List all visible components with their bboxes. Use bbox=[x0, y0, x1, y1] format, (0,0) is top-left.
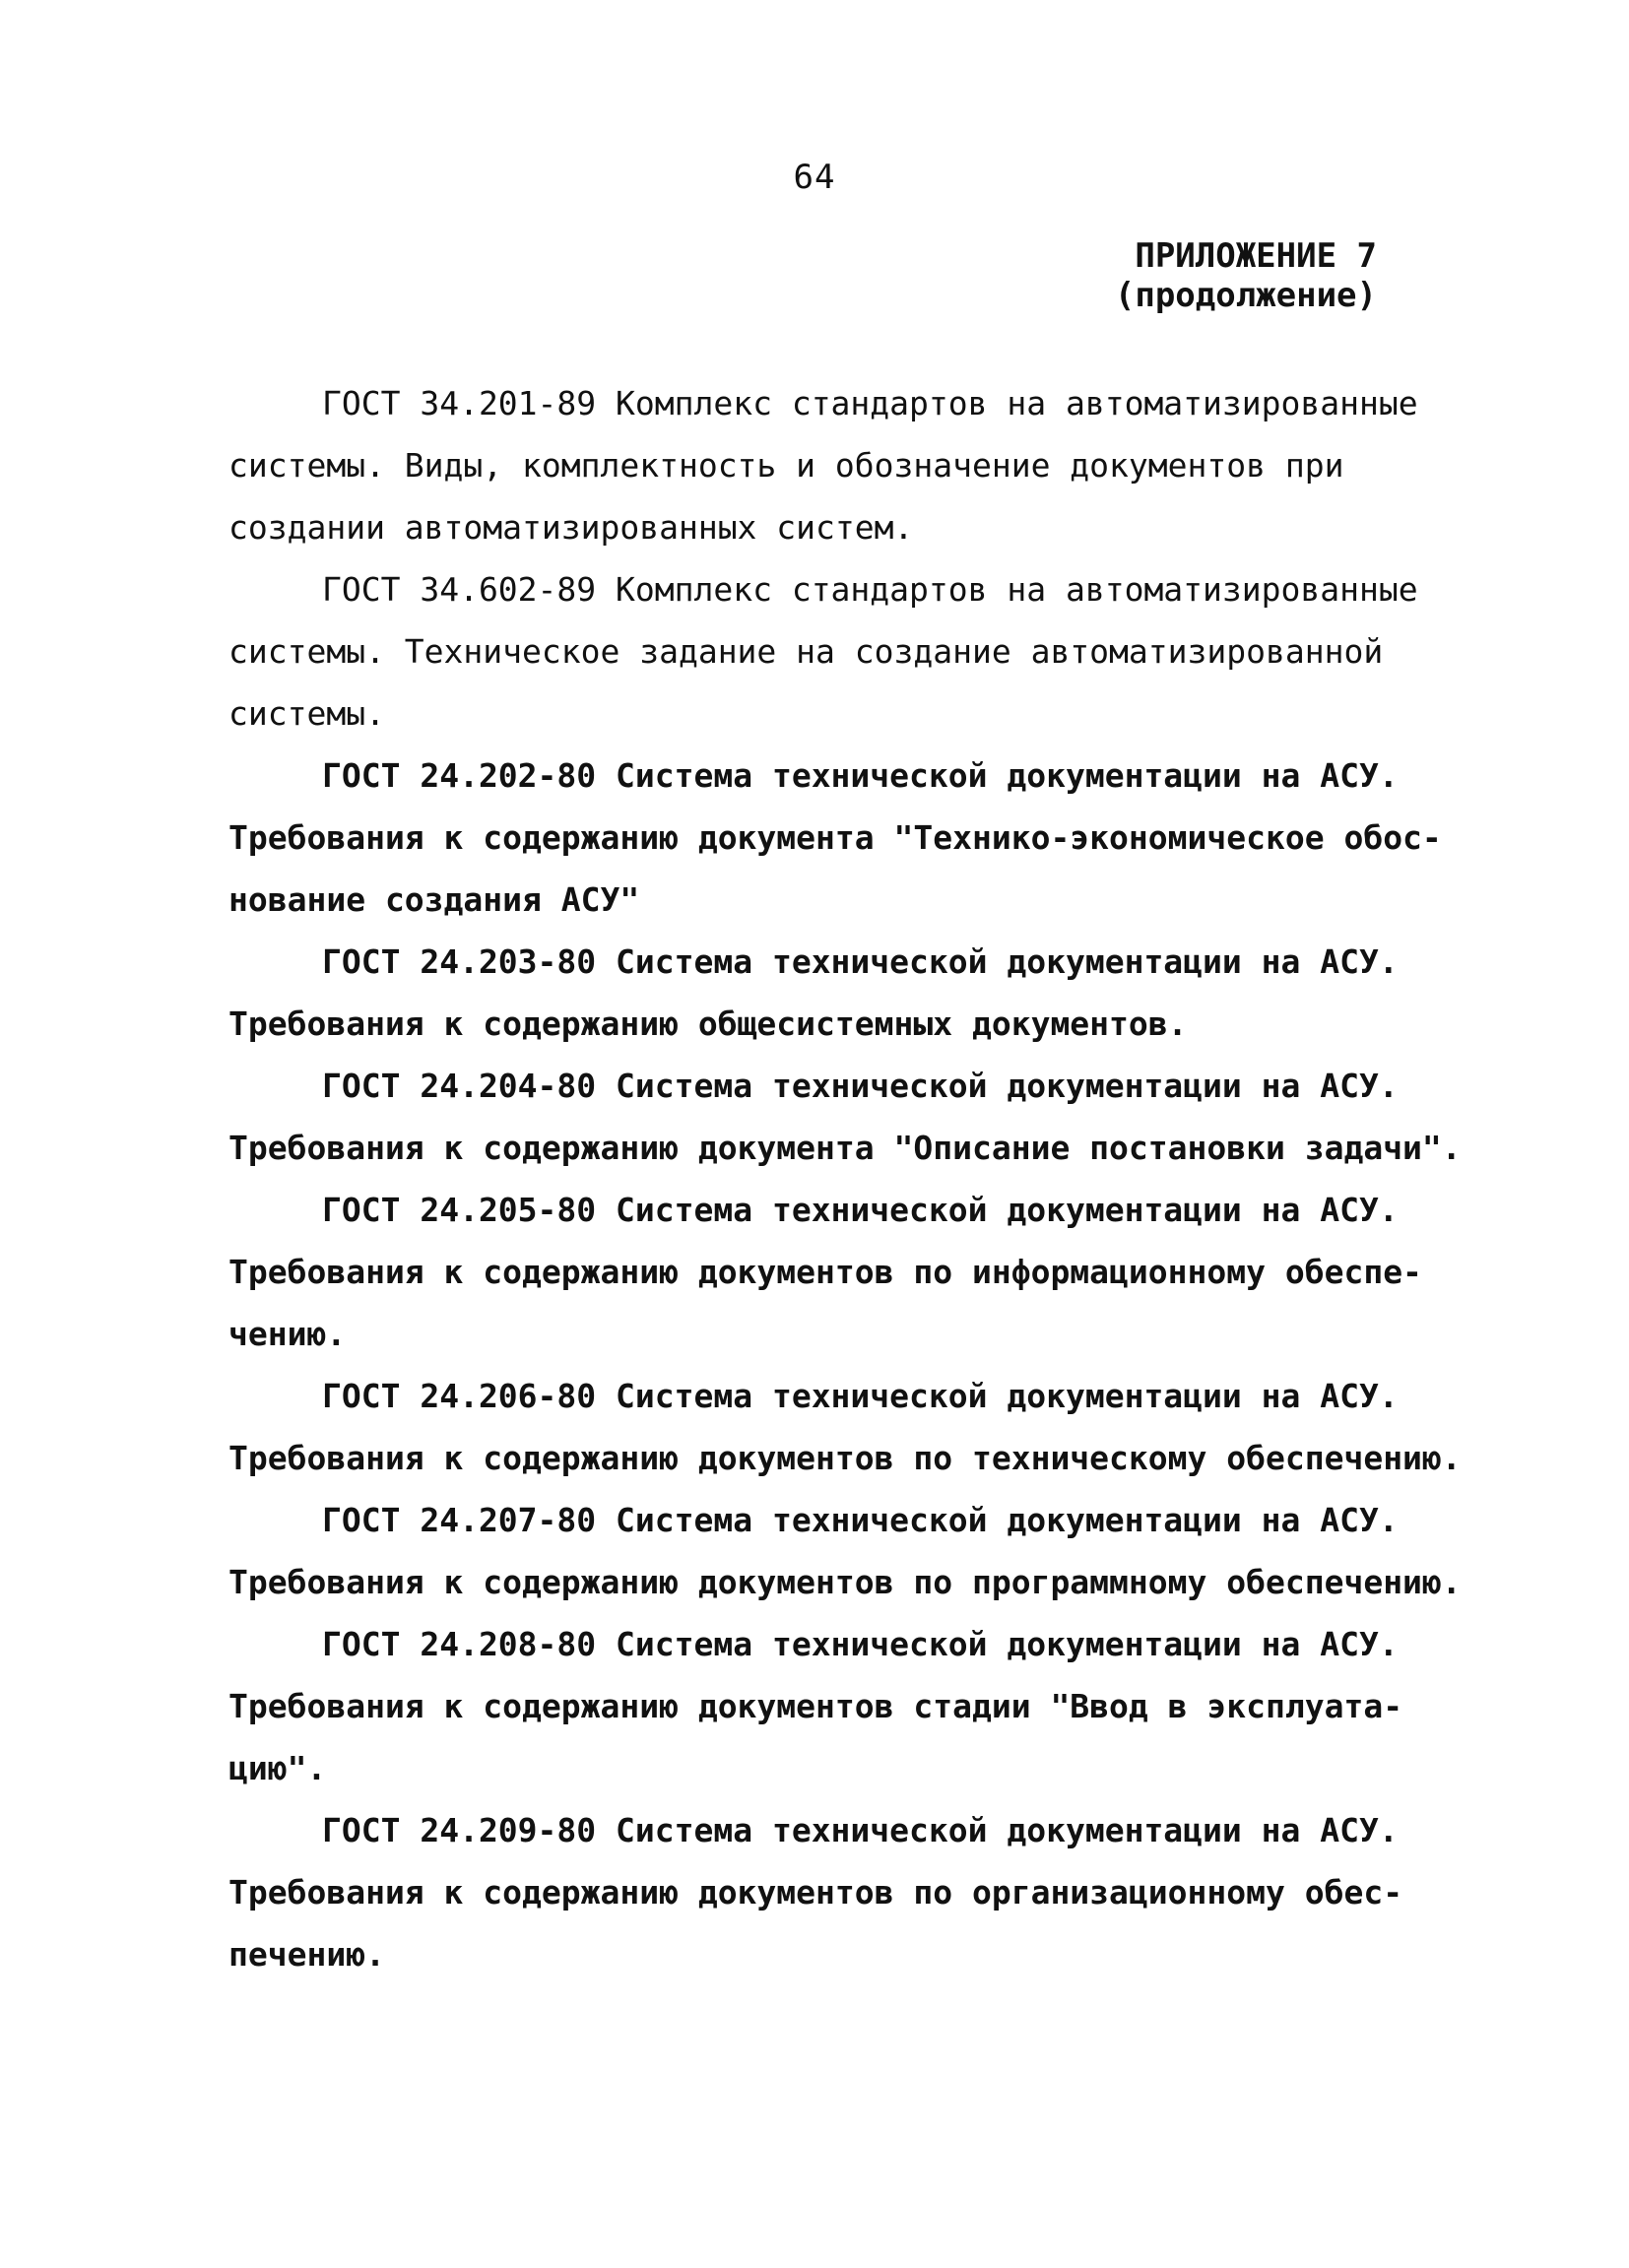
reference-item bbox=[228, 1613, 1430, 1799]
reference-item bbox=[228, 745, 1442, 931]
reference-line: Требования к содержанию документов по информационному обеспе- bbox=[228, 1253, 1422, 1291]
reference-list bbox=[228, 372, 1462, 1985]
reference-line: ГОСТ 24.208-80 Система технической документации на АСУ. bbox=[322, 1625, 1399, 1663]
appendix-heading bbox=[1115, 236, 1377, 315]
reference-item bbox=[228, 1179, 1430, 1365]
reference-line: Требования к содержанию документа "Описание постановки задачи". bbox=[228, 1129, 1462, 1167]
reference-line: ГОСТ 24.207-80 Система технической документации на АСУ. bbox=[322, 1501, 1399, 1539]
reference-line: Требования к содержанию документов по программному обеспечению. bbox=[228, 1563, 1462, 1601]
reference-item bbox=[228, 1365, 1462, 1489]
reference-line: системы. Техническое задание на создание автоматизированной bbox=[228, 632, 1384, 671]
reference-item bbox=[228, 931, 1430, 1055]
reference-line: печению. bbox=[228, 1935, 385, 1974]
reference-line: цию". bbox=[228, 1749, 327, 1787]
appendix-subtitle: (продолжение) bbox=[1114, 276, 1377, 315]
reference-line: ГОСТ 24.206-80 Система технической документации на АСУ. bbox=[322, 1377, 1399, 1415]
reference-line: ГОСТ 24.209-80 Система технической документации на АСУ. bbox=[322, 1811, 1399, 1849]
reference-line: создании автоматизированных систем. bbox=[228, 508, 914, 547]
reference-line: ГОСТ 24.203-80 Система технической документации на АСУ. bbox=[322, 942, 1399, 981]
reference-item bbox=[228, 558, 1430, 745]
reference-line: системы. Виды, комплектность и обозначение документов при bbox=[228, 446, 1344, 485]
reference-line: Требования к содержанию документа "Технико-экономическое обос- bbox=[228, 818, 1442, 857]
reference-line: Требования к содержанию общесистемных документов. bbox=[228, 1004, 1188, 1043]
reference-item bbox=[228, 1055, 1462, 1179]
appendix-title: ПРИЛОЖЕНИЕ 7 bbox=[1135, 236, 1377, 276]
reference-line: ГОСТ 34.201-89 Комплекс стандартов на автоматизированные bbox=[322, 384, 1418, 422]
reference-line: ГОСТ 24.205-80 Система технической документации на АСУ. bbox=[322, 1191, 1399, 1229]
reference-item bbox=[228, 1489, 1462, 1613]
reference-line: ГОСТ 24.204-80 Система технической документации на АСУ. bbox=[322, 1067, 1399, 1105]
reference-line: чению. bbox=[228, 1315, 347, 1353]
reference-line: системы. bbox=[228, 694, 385, 733]
reference-line: нование создания АСУ" bbox=[228, 880, 640, 919]
reference-item bbox=[228, 372, 1430, 558]
reference-line: ГОСТ 34.602-89 Комплекс стандартов на автоматизированные bbox=[322, 570, 1418, 609]
reference-line: ГОСТ 24.202-80 Система технической документации на АСУ. bbox=[322, 756, 1399, 795]
reference-item bbox=[228, 1799, 1430, 1985]
reference-line: Требования к содержанию документов стадии "Ввод в эксплуата- bbox=[228, 1687, 1403, 1725]
reference-line: Требования к содержанию документов по техническому обеспечению. bbox=[228, 1439, 1462, 1477]
reference-line: Требования к содержанию документов по организационному обес- bbox=[228, 1873, 1403, 1912]
page-number: 64 bbox=[793, 158, 836, 197]
